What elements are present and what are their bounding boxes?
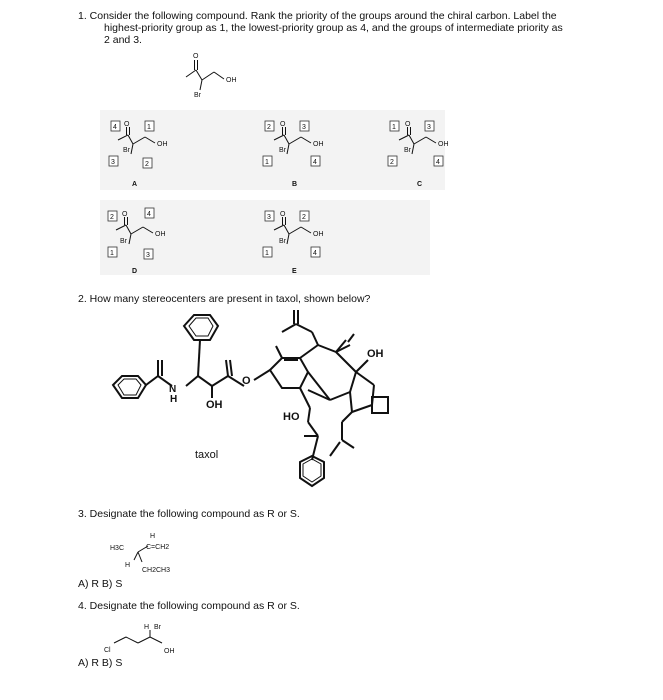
main-br-label: Br [194, 92, 201, 99]
question-3-answer: A) R B) S [78, 578, 123, 590]
option-b-box-1: 2 [267, 124, 271, 131]
option-d-box-3: 1 [110, 250, 114, 257]
option-e-box-3: 1 [265, 250, 269, 257]
taxol-structure [113, 310, 388, 486]
q3-h-top: H [150, 533, 156, 540]
svg-text:OH: OH [155, 231, 166, 238]
option-c-box-3: 2 [390, 159, 394, 166]
q4-h: H [144, 624, 150, 631]
question-3: 3. Designate the following compound as R or S. [78, 508, 300, 520]
option-a-box-1: 4 [113, 124, 117, 131]
main-oh-label: OH [226, 77, 237, 84]
q4-oh: OH [164, 648, 175, 655]
question-1-line-2: highest-priority group as 1, the lowest-priority group as 4, and the groups of intermediate priority as [104, 22, 563, 34]
option-a-letter: A [132, 181, 138, 188]
question-1-line-3: 2 and 3. [104, 34, 142, 46]
svg-text:OH: OH [313, 231, 324, 238]
question-4-answer: A) R B) S [78, 657, 123, 669]
q3-ethyl: CH2CH3 [142, 567, 171, 574]
option-a-box-4: 2 [145, 161, 149, 168]
svg-text:Br: Br [279, 238, 286, 245]
svg-text:OH: OH [438, 141, 449, 148]
option-e-box-2: 2 [302, 214, 306, 221]
option-d-box-4: 3 [146, 252, 150, 259]
option-c-box-1: 1 [392, 124, 396, 131]
taxol-ho-label: HO [283, 411, 300, 423]
svg-text:Br: Br [404, 147, 411, 154]
option-b-box-4: 4 [313, 159, 317, 166]
option-d-box-2: 4 [147, 211, 151, 218]
svg-text:O: O [405, 121, 411, 128]
main-o-label: O [193, 53, 199, 60]
question-4: 4. Designate the following compound as R or S. [78, 600, 300, 612]
svg-text:Br: Br [120, 238, 127, 245]
taxol-oh-label-2: OH [367, 348, 384, 360]
q3-h: H [125, 562, 131, 569]
option-a-box-2: 1 [147, 124, 151, 131]
option-a-box-3: 3 [111, 159, 115, 166]
svg-text:O: O [122, 211, 128, 218]
q4-molecule [104, 624, 175, 655]
taxol-o-label: O [242, 375, 251, 387]
taxol-name-label: taxol [195, 449, 219, 461]
question-2: 2. How many stereocenters are present in taxol, shown below? [78, 293, 371, 305]
svg-text:Br: Br [123, 147, 130, 154]
question-1-line-1: 1. Consider the following compound. Rank the priority of the groups around the chiral carbon. Label the [78, 10, 557, 22]
svg-text:O: O [280, 121, 286, 128]
option-e-box-4: 4 [313, 250, 317, 257]
option-c-letter: C [417, 181, 423, 188]
option-d-letter: D [132, 268, 138, 275]
svg-text:O: O [280, 211, 286, 218]
main-compound [186, 53, 237, 99]
option-b-box-3: 1 [265, 159, 269, 166]
option-b-box-2: 3 [302, 124, 306, 131]
option-c-box-4: 4 [436, 159, 440, 166]
q3-molecule [110, 533, 170, 574]
option-e-box-1: 3 [267, 214, 271, 221]
option-c-box-2: 3 [427, 124, 431, 131]
svg-text:OH: OH [313, 141, 324, 148]
q4-cl: Cl [104, 647, 111, 654]
q3-vinyl: C=CH2 [146, 544, 170, 551]
option-d-box-1: 2 [110, 214, 114, 221]
option-b-letter: B [292, 181, 298, 188]
q4-br: Br [154, 624, 161, 631]
q3-h3c: H3C [110, 545, 125, 552]
taxol-n-label: N [169, 384, 177, 395]
option-e-letter: E [292, 268, 297, 275]
svg-text:OH: OH [157, 141, 168, 148]
svg-text:Br: Br [279, 147, 286, 154]
taxol-h-label: H [170, 394, 178, 405]
taxol-oh-label-1: OH [206, 399, 223, 411]
svg-text:O: O [124, 121, 130, 128]
